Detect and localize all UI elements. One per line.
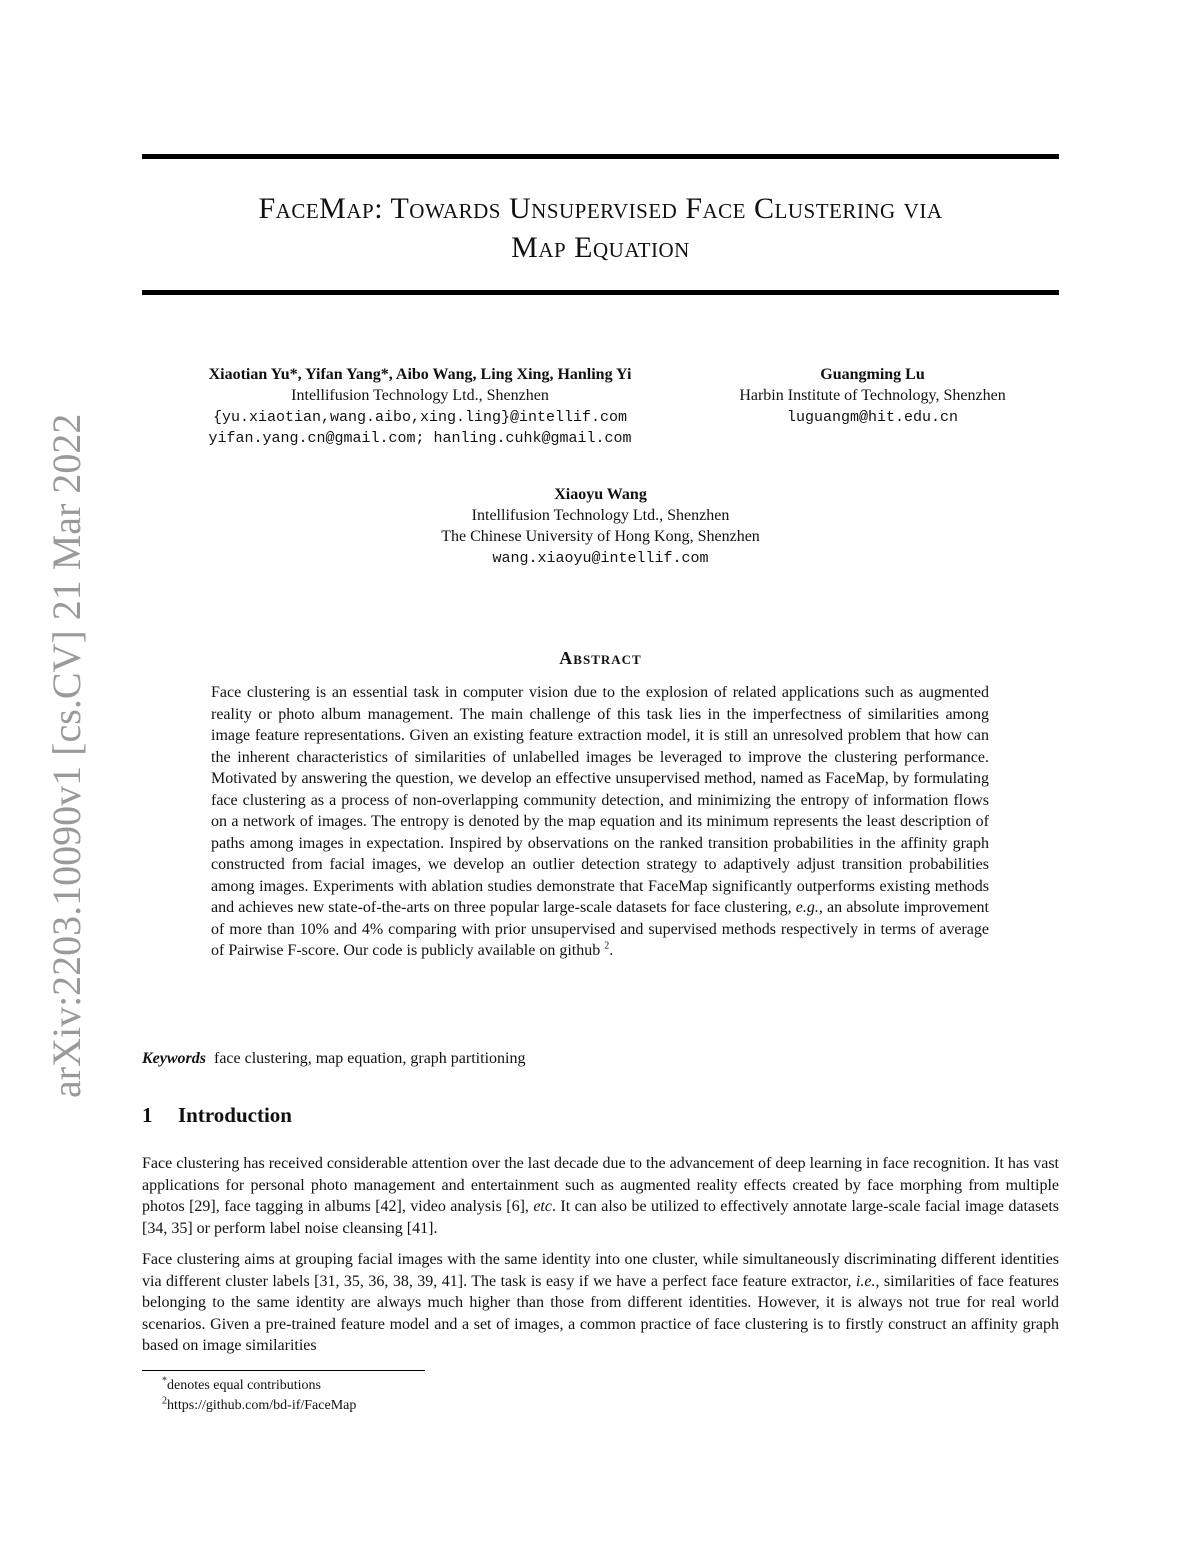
title-top-rule — [142, 154, 1059, 159]
abstract-text-a: Face clustering is an essential task in computer vision due to the explosion of related applications such as augmented reality or photo album management. The main challenge of this task lies in the imperfectness of similarities among image feature representations. Given an existing feature extraction model, it is still an unresolved problem that how can the inherent characteristics of similarities of unlabelled images be leveraged to improve the clustering performance. Motivated by answering the question, we develop an effective unsupervised method, named as FaceMap, by formulating face clustering as a process of non-overlapping community detection, and minimizing the entropy of information flows on a network of images. The entropy is denoted by the map equation and its minimum represents the least description of paths among images in expectation. Inspired by observations on the ranked transition probabilities in the affinity graph constructed from facial images, we develop an outlier detection strategy to adaptively adjust transition probabilities among images. Experiments with ablation studies demonstrate that FaceMap significantly outperforms existing methods and achieves new state-of-the-arts on three popular large-scale datasets for face clustering, — [211, 684, 989, 916]
author-email-1b: yifan.yang.cn@gmail.com; hanling.cuhk@gmail.com — [208, 430, 632, 447]
section-title: Introduction — [178, 1103, 292, 1127]
footnote-1-mark: * — [162, 1375, 167, 1387]
footnote-2-mark: 2 — [162, 1395, 167, 1407]
intro-p2-text-a: Face clustering aims at grouping facial images with the same identity into one cluster, while simultaneously discriminating different identities via different cluster labels [31, 35, 36, 38, 39, 41]. The task is easy if we have a perfect face feature extractor, — [142, 1251, 1059, 1290]
abstract-text-eg: e.g. — [795, 899, 819, 916]
author-email-1a: {yu.xiaotian,wang.aibo,xing.ling}@intellif.com — [212, 409, 628, 426]
intro-paragraph-2 — [142, 1249, 1059, 1357]
author-affiliation-1: Intellifusion Technology Ltd., Shenzhen — [291, 387, 549, 404]
footnote-1-text: denotes equal contributions — [167, 1378, 321, 1393]
intro-p1-text-b: . It can also be utilized to effectively annotate large-scale facial image datasets [34, 35] or perform label noise cleansing [41]. — [142, 1198, 1059, 1237]
keywords-text: face clustering, map equation, graph partitioning — [214, 1050, 526, 1067]
abstract-body — [211, 682, 989, 962]
footnote-1 — [162, 1377, 321, 1395]
intro-p2-text-b: , similarities of face features belonging to the same identity are always much higher than those from different identities. However, it is always not true for real world scenarios. Given a pre-trained feature model and a set of images, a common practice of face clustering is to firstly construct an affinity graph based on image similarities — [142, 1272, 1060, 1354]
intro-p1-etc: etc — [533, 1198, 552, 1215]
intro-p1-text-a: Face clustering has received considerable attention over the last decade due to the advancement of deep learning in face recognition. It has vast applications for personal photo management and entertainment such as augmented reality effects created by face morphing from multiple photos [29], face tagging in albums [42], video analysis [6], — [142, 1155, 1059, 1215]
section-heading-introduction — [142, 1102, 292, 1128]
section-number: 1 — [142, 1103, 153, 1127]
abstract-heading: Abstract — [559, 648, 642, 668]
keywords-line — [142, 1048, 1059, 1069]
author-affiliation-3a: Intellifusion Technology Ltd., Shenzhen — [471, 507, 730, 524]
keywords-label: Keywords — [142, 1050, 206, 1067]
author-names-3: Xiaoyu Wang — [554, 486, 647, 503]
abstract-text-end: . — [609, 942, 614, 959]
abstract-footnote-link[interactable]: 2 — [604, 940, 610, 952]
author-affiliation-2: Harbin Institute of Technology, Shenzhen — [739, 387, 1006, 404]
paper-title-line2: Map Equation — [511, 231, 690, 264]
intro-paragraph-1 — [142, 1153, 1059, 1239]
footnote-separator — [142, 1370, 425, 1371]
author-names-2: Guangming Lu — [820, 366, 925, 383]
title-bottom-rule — [142, 290, 1059, 295]
footnote-2-link[interactable]: https://github.com/bd-if/FaceMap — [167, 1398, 357, 1413]
author-email-3: wang.xiaoyu@intellif.com — [492, 550, 709, 567]
paper-title-line1: FaceMap: Towards Unsupervised Face Clustering via — [258, 192, 943, 225]
arxiv-stamp: arXiv:2203.10090v1 [cs.CV] 21 Mar 2022 — [44, 413, 89, 1098]
abstract-text-b: , an absolute improvement of more than 10% and 4% comparing with prior unsupervised and supervised methods respectively in terms of average of Pairwise F-score. Our code is publicly available on github — [211, 899, 989, 959]
author-affiliation-3b: The Chinese University of Hong Kong, Shenzhen — [441, 528, 760, 545]
intro-p2-ie: i.e. — [855, 1272, 876, 1290]
author-email-2: luguangm@hit.edu.cn — [786, 409, 959, 426]
footnote-2 — [162, 1397, 356, 1415]
author-names-1: Xiaotian Yu*, Yifan Yang*, Aibo Wang, Ling Xing, Hanling Yi — [208, 366, 632, 383]
